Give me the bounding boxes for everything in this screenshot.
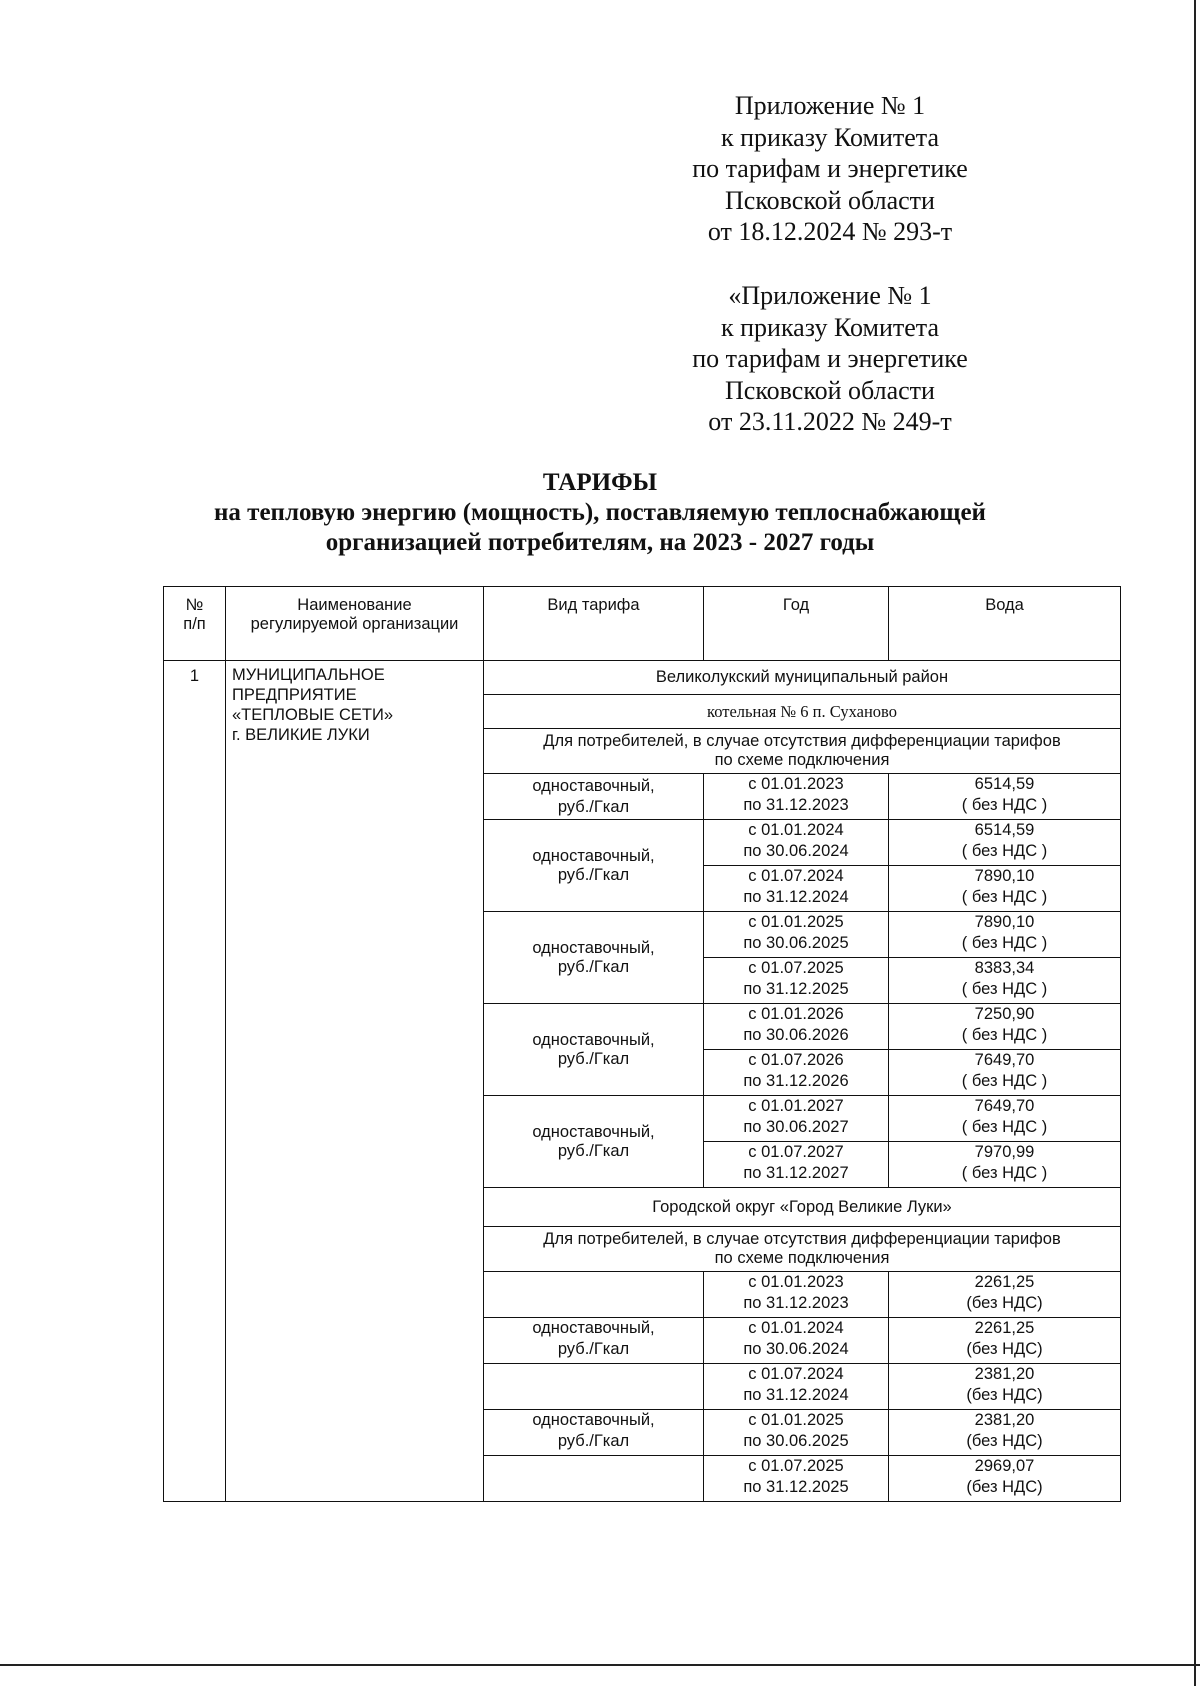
region-heading: Великолукский муниципальный район (484, 661, 1121, 695)
value-cell: 2381,20 (без НДС) (889, 1410, 1121, 1456)
header-num: № п/п (164, 587, 226, 661)
value-cell: 7649,70 ( без НДС ) (889, 1050, 1121, 1096)
header-tariff-type: Вид тарифа (484, 587, 704, 661)
appendix-line: к приказу Комитета (720, 312, 939, 342)
period-cell: с 01.07.2027 по 31.12.2027 (704, 1142, 889, 1188)
organization-name: МУНИЦИПАЛЬНОЕ ПРЕДПРИЯТИЕ «ТЕПЛОВЫЕ СЕТИ» г. ВЕЛИКИЕ ЛУКИ (226, 661, 484, 1502)
period-cell: с 01.07.2025 по 31.12.2025 (704, 1456, 889, 1502)
appendix-block-current (600, 90, 1060, 248)
period-cell: с 01.01.2026 по 30.06.2026 (704, 1004, 889, 1050)
tariff-type-cell: одноставочный, руб./Гкал (484, 820, 704, 912)
document-title (150, 468, 1050, 558)
value-cell: 2261,25 (без НДС) (889, 1272, 1121, 1318)
boiler-heading: котельная № 6 п. Суханово (484, 695, 1121, 729)
period-cell: с 01.01.2023 по 31.12.2023 (704, 774, 889, 820)
title-line: ТАРИФЫ (542, 469, 658, 496)
value-cell: 7890,10 ( без НДС ) (889, 866, 1121, 912)
value-cell: 6514,59 ( без НДС ) (889, 774, 1121, 820)
page-edge-bottom (0, 1664, 1200, 1666)
value-cell: 8383,34 ( без НДС ) (889, 958, 1121, 1004)
appendix-line: к приказу Комитета (720, 122, 939, 152)
value-cell: 2261,25 (без НДС) (889, 1318, 1121, 1364)
period-cell: с 01.01.2025 по 30.06.2025 (704, 1410, 889, 1456)
appendix-line: Псковской области (725, 185, 935, 215)
appendix-line: от 23.11.2022 № 249-т (708, 407, 952, 436)
region-heading: Городской округ «Город Великие Луки» (484, 1188, 1121, 1227)
value-cell: 7970,99 ( без НДС ) (889, 1142, 1121, 1188)
tariff-type-cell: одноставочный, руб./Гкал (484, 1410, 704, 1456)
section-row (164, 661, 1121, 695)
period-cell: с 01.01.2023 по 31.12.2023 (704, 1272, 889, 1318)
appendix-block-original (600, 280, 1060, 438)
period-cell: с 01.07.2024 по 31.12.2024 (704, 1364, 889, 1410)
appendix-line: по тарифам и энергетике (692, 344, 968, 373)
table-header-row (164, 587, 1121, 661)
period-cell: с 01.07.2024 по 31.12.2024 (704, 866, 889, 912)
row-number: 1 (164, 661, 226, 1502)
value-cell: 7890,10 ( без НДС ) (889, 912, 1121, 958)
appendix-line: по тарифам и энергетике (692, 154, 968, 183)
tariff-type-cell-empty (484, 1456, 704, 1502)
page-edge-right (1194, 0, 1196, 1686)
tariff-type-cell: одноставочный, руб./Гкал (484, 774, 704, 820)
header-org: Наименование регулируемой организации (226, 587, 484, 661)
appendix-line: «Приложение № 1 (728, 281, 932, 310)
value-cell: 7250,90 ( без НДС ) (889, 1004, 1121, 1050)
tariff-type-cell-empty (484, 1272, 704, 1318)
period-cell: с 01.01.2024 по 30.06.2024 (704, 1318, 889, 1364)
tariff-type-cell: одноставочный, руб./Гкал (484, 912, 704, 1004)
period-cell: с 01.01.2025 по 30.06.2025 (704, 912, 889, 958)
value-cell: 2969,07 (без НДС) (889, 1456, 1121, 1502)
appendix-line: от 18.12.2024 № 293-т (707, 217, 953, 246)
period-cell: с 01.07.2026 по 31.12.2026 (704, 1050, 889, 1096)
title-line: на тепловую энергию (мощность), поставляемую теплоснабжающей (214, 499, 986, 526)
tariff-type-cell-empty (484, 1364, 704, 1410)
period-cell: с 01.01.2024 по 30.06.2024 (704, 820, 889, 866)
value-cell: 7649,70 ( без НДС ) (889, 1096, 1121, 1142)
consumers-heading: Для потребителей, в случае отсутствия дифференциации тарифов по схеме подключения (484, 1227, 1121, 1272)
consumers-heading: Для потребителей, в случае отсутствия дифференциации тарифов по схеме подключения (484, 729, 1121, 774)
tariff-type-cell: одноставочный, руб./Гкал (484, 1004, 704, 1096)
period-cell: с 01.01.2027 по 30.06.2027 (704, 1096, 889, 1142)
header-year: Год (704, 587, 889, 661)
value-cell: 6514,59 ( без НДС ) (889, 820, 1121, 866)
tariff-table (163, 586, 1121, 1502)
tariff-type-cell: одноставочный, руб./Гкал (484, 1318, 704, 1364)
header-water: Вода (889, 587, 1121, 661)
title-line: организацией потребителям, на 2023 - 2027 годы (325, 529, 875, 556)
value-cell: 2381,20 (без НДС) (889, 1364, 1121, 1410)
period-cell: с 01.07.2025 по 31.12.2025 (704, 958, 889, 1004)
appendix-line: Приложение № 1 (734, 91, 926, 120)
appendix-line: Псковской области (725, 375, 935, 405)
tariff-type-cell: одноставочный, руб./Гкал (484, 1096, 704, 1188)
